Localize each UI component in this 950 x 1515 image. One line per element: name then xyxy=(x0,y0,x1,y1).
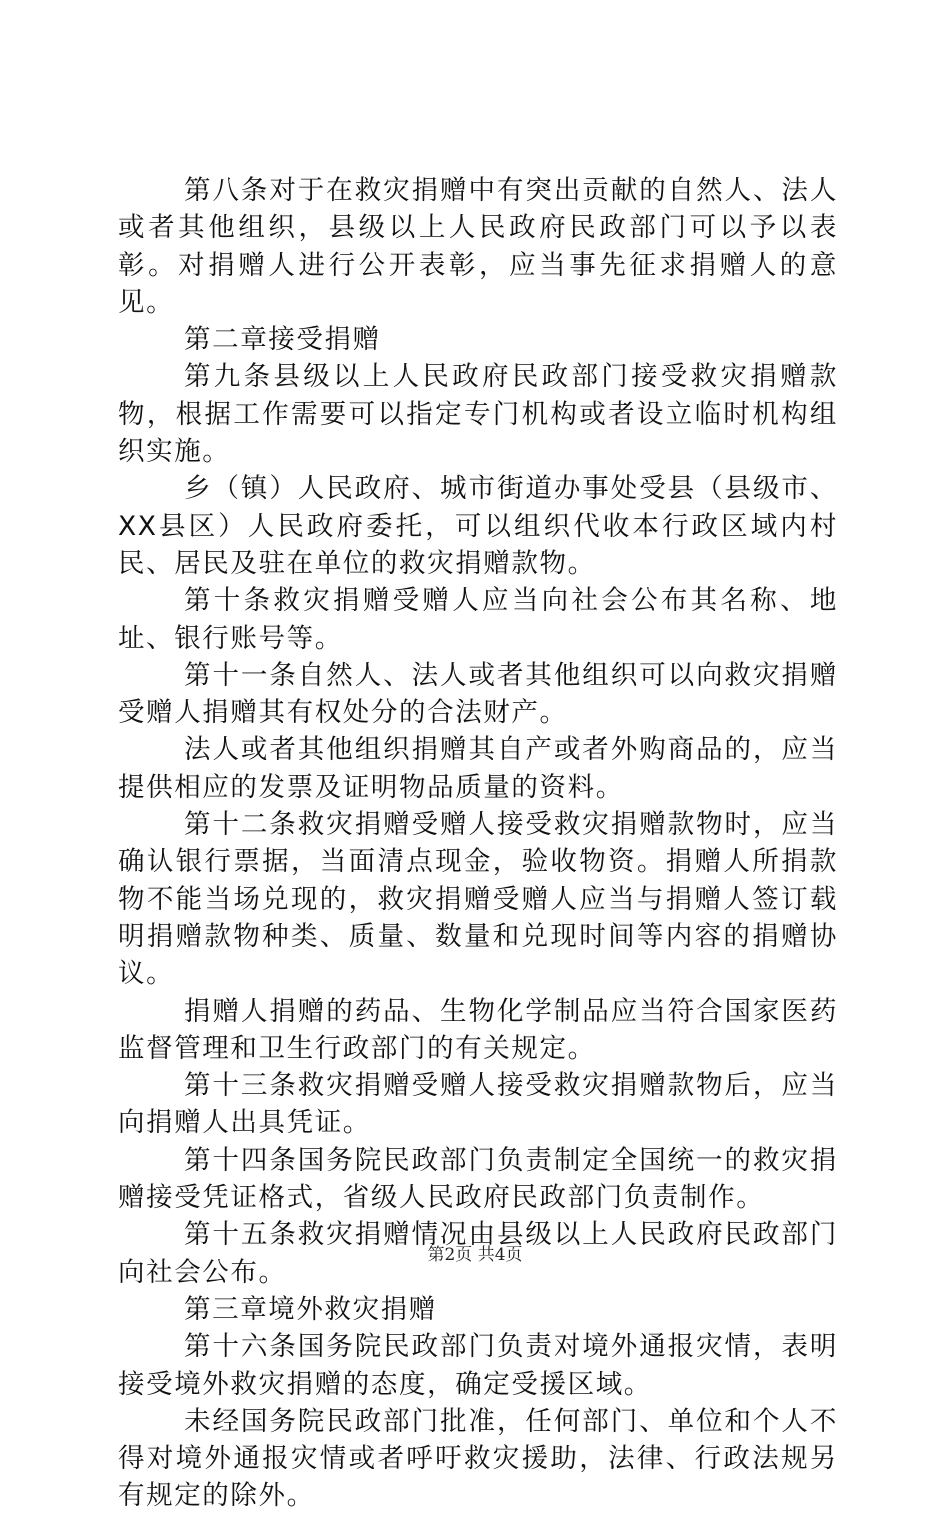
paragraph-article-8: 第八条对于在救灾捐赠中有突出贡献的自然人、法人或者其他组织，县级以上人民政府民政部门可以予以表彰。对捐赠人进行公开表彰，应当事先征求捐赠人的意见。 xyxy=(118,175,838,318)
paragraph-article-9-township: 乡（镇）人民政府、城市街道办事处受县（县级市、XX县区）人民政府委托，可以组织代收本行政区域内村民、居民及驻在单位的救灾捐赠款物。 xyxy=(118,473,838,579)
chapter-heading-2: 第二章接受捐赠 xyxy=(184,324,381,356)
paragraph-article-12: 第十二条救灾捐赠受赠人接受救灾捐赠款物时，应当确认银行票据，当面清点现金，验收物资。捐赠人所捐款物不能当场兑现的，救灾捐赠受赠人应当与捐赠人签订载明捐赠款物种类、质量、数量和兑现时间等内容的捐赠协议。 xyxy=(118,809,838,990)
paragraph-article-11: 第十一条自然人、法人或者其他组织可以向救灾捐赠受赠人捐赠其有权处分的合法财产。 xyxy=(118,659,838,729)
paragraph-article-13: 第十三条救灾捐赠受赠人接受救灾捐赠款物后，应当向捐赠人出具凭证。 xyxy=(118,1070,838,1139)
paragraph-article-9: 第九条县级以上人民政府民政部门接受救灾捐赠款物，根据工作需要可以指定专门机构或者设立临时机构组织实施。 xyxy=(118,361,838,468)
paragraph-article-14: 第十四条国务院民政部门负责制定全国统一的救灾捐赠接受凭证格式，省级人民政府民政部门负责制作。 xyxy=(118,1144,838,1214)
document-body xyxy=(118,172,838,1515)
page-number-footer: 第2页 共4页 xyxy=(427,1245,523,1265)
paragraph-article-12-medicine: 捐赠人捐赠的药品、生物化学制品应当符合国家医药监督管理和卫生行政部门的有关规定。 xyxy=(118,995,838,1064)
paragraph-article-16-approval: 未经国务院民政部门批准，任何部门、单位和个人不得对境外通报灾情或者呼吁救灾援助，法律、行政法规另有规定的除外。 xyxy=(118,1405,838,1512)
paragraph-article-16: 第十六条国务院民政部门负责对境外通报灾情，表明接受境外救灾捐赠的态度，确定受援区域。 xyxy=(118,1331,838,1400)
paragraph-article-10: 第十条救灾捐赠受赠人应当向社会公布其名称、地址、银行账号等。 xyxy=(118,585,838,654)
paragraph-article-11-goods: 法人或者其他组织捐赠其自产或者外购商品的，应当提供相应的发票及证明物品质量的资料。 xyxy=(118,734,838,803)
paragraph-article-15: 第十五条救灾捐赠情况由县级以上人民政府民政部门向社会公布。 xyxy=(118,1219,838,1288)
chapter-heading-3: 第三章境外救灾捐赠 xyxy=(184,1293,437,1325)
